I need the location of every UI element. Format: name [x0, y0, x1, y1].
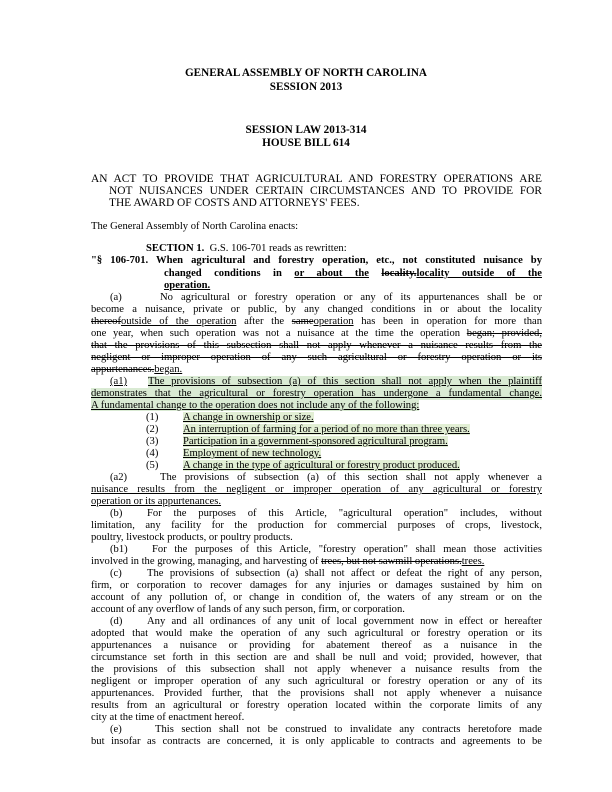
paragraph-c-line: firm, or corporation to recover damages for any injuries or damages sustained by him on: [91, 580, 542, 591]
paragraph-e: (e) This section shall not be construed to invalidate any contracts heretofore made: [110, 724, 542, 735]
act-title-line: THE AWARD OF COSTS AND ATTORNEYS' FEES.: [109, 197, 360, 209]
list-item: (1) A change in ownership or size.: [146, 412, 314, 423]
paragraph-e-line: but insofar as contracts are concerned, it is only applicable to contracts and agreements to be: [91, 736, 542, 747]
paragraph-b-line: poultry, livestock products, or poultry products.: [91, 532, 293, 543]
paragraph-b-line: limitation, any facility for the production for commercial purposes of crops, livestock,: [91, 520, 542, 531]
bill-heading: HOUSE BILL 614: [262, 137, 350, 149]
paragraph-d-line: circumstance set forth in this section are and shall be null and void; provided, however, that: [91, 652, 542, 663]
list-item: (2) An interruption of farming for a period of no more than three years.: [146, 424, 470, 435]
list-item: (4) Employment of new technology.: [146, 448, 322, 459]
paragraph-a2-line: nuisance results from the negligent or improper operation of any agricultural or forestry: [91, 484, 542, 495]
paragraph-a-line: appurtenances.began.: [91, 364, 183, 375]
list-item: (5) A change in the type of agricultural or forestry product produced.: [146, 460, 460, 471]
paragraph-a-line: one year, when such operation was not a nuisance at the time the operation began; provided,: [91, 328, 542, 339]
paragraph-d-line: appurtenances a nuisance or providing for abatement thereof as a nuisance in the: [91, 640, 542, 651]
paragraph-a1-line: A fundamental change to the operation does not include any of the following:: [91, 400, 420, 411]
paragraph-a-line: thereofoutside of the operation after the sameoperation has been in operation for more than: [91, 316, 543, 327]
paragraph-a: (a) No agricultural or forestry operation or any of its appurtenances shall be or: [110, 292, 542, 303]
act-title-line: AN ACT TO PROVIDE THAT AGRICULTURAL AND FORESTRY OPERATIONS ARE: [91, 173, 542, 185]
paragraph-d-line: adopted that would make the operation of any such agricultural or forestry operation or its: [91, 628, 542, 639]
paragraph-d-line: results from an agricultural or forestry operation located within the corporate limits of any: [91, 700, 542, 711]
statute-catchline: "§ 106-701. When agricultural and forestry operation, etc., not constituted nuisance by: [91, 255, 542, 266]
act-title-line: NOT NUISANCES UNDER CERTAIN CIRCUMSTANCES AND TO PROVIDE FOR: [109, 185, 542, 197]
section-1-heading: [146, 243, 597, 255]
paragraph-a2-line: operation or its appurtenances.: [91, 496, 222, 507]
paragraph-b1-line: involved in the growing, managing, and harvesting of trees, but not sawmill operations.trees.: [91, 556, 485, 567]
paragraph-b1: (b1) For the purposes of this Article, "forestry operation" shall mean those activities: [110, 544, 542, 555]
paragraph-d: (d) Any and all ordinances of any unit of local government now in effect or hereafter: [110, 616, 542, 627]
paragraph-a2: (a2) The provisions of subsection (a) of this section shall not apply whenever a: [110, 472, 542, 483]
assembly-heading: GENERAL ASSEMBLY OF NORTH CAROLINA: [184, 67, 428, 79]
paragraph-d-line: negligent or improper operation of any such agricultural or forestry operation or any of its: [91, 676, 542, 687]
paragraph-a1-line: demonstrates that the agricultural or forestry operation has undergone a fundamental change.: [91, 388, 542, 399]
enacting-clause: The General Assembly of North Carolina enacts:: [91, 221, 299, 232]
paragraph-a-line: become a nuisance, private or public, by any changed conditions in or about the locality: [91, 304, 542, 315]
paragraph-c-line: account of any pollution of, or change in condition of, the waters of any stream or on the: [91, 592, 542, 603]
paragraph-d-line: the provisions of this subsection shall not apply whenever a nuisance results from the: [91, 664, 542, 675]
paragraph-a-line: that the provisions of this subsection shall not apply whenever a nuisance results from the: [91, 340, 542, 351]
paragraph-c-line: account of any overflow of lands of any such person, firm, or corporation.: [91, 604, 405, 615]
paragraph-a-line: negligent or improper operation of any such agricultural or forestry operation or its: [91, 352, 542, 363]
list-item: (3) Participation in a government-sponsored agricultural program.: [146, 436, 448, 447]
session-law-heading: SESSION LAW 2013-314: [245, 124, 367, 136]
paragraph-d-line: city at the time of enactment hereof.: [91, 712, 245, 723]
paragraph-d-line: appurtenances. Provided further, that the provisions shall not apply whenever a nuisance: [91, 688, 542, 699]
paragraph-a1: (a1) The provisions of subsection (a) of this section shall not apply when the plaintiff: [110, 376, 542, 387]
statute-catchline: operation.: [164, 280, 211, 291]
paragraph-b: (b) For the purposes of this Article, "agricultural operation" includes, without: [110, 508, 542, 519]
paragraph-c: (c) The provisions of subsection (a) shall not affect or defeat the right of any person,: [110, 568, 542, 579]
session-heading: SESSION 2013: [269, 81, 343, 93]
section-label: SECTION 1.: [146, 243, 205, 254]
statute-catchline: changed conditions in or about the locality.locality outside of the: [164, 268, 542, 279]
section-text: G.S. 106-701 reads as rewritten:: [209, 243, 347, 254]
